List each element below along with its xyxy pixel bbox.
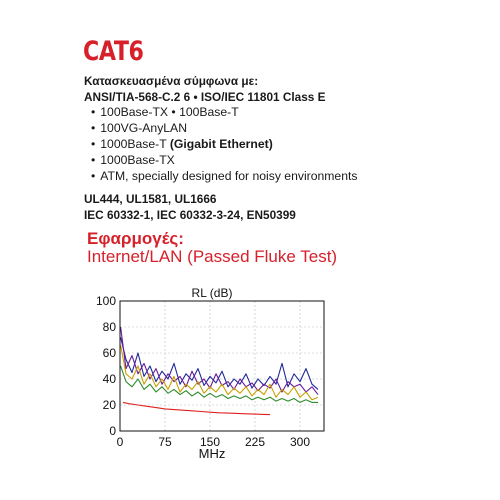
- feature-item: • 100Base-TX • 100Base-T: [91, 104, 357, 120]
- feature-list: [91, 104, 357, 184]
- y-tick-label: 60: [102, 346, 116, 360]
- compliance-heading: [84, 73, 326, 105]
- x-tick-label: 150: [199, 435, 221, 449]
- series-line: [123, 402, 270, 414]
- feature-item: • ATM, specially designed for noisy environments: [91, 168, 357, 184]
- x-axis-label: MHz: [198, 446, 226, 461]
- feature-highlight: (Gigabit Ethernet): [169, 137, 273, 151]
- applications-heading: Εφαρμογές:: [87, 229, 184, 248]
- y-tick-labels: [96, 294, 116, 438]
- feature-item: • 100VG-AnyLAN: [91, 120, 357, 136]
- feature-item: • 1000Base-TX: [91, 152, 357, 168]
- chart-title: RL (dB): [191, 286, 233, 300]
- x-tick-label: 300: [289, 435, 311, 449]
- y-tick-label: 0: [109, 424, 116, 438]
- feature-item: • 1000Base-T (Gigabit Ethernet): [91, 136, 357, 152]
- chart-grid: [120, 301, 324, 431]
- compliance-standards: ANSI/TIA-568-C.2 6 • ISO/IEC 11801 Class E: [84, 90, 326, 104]
- applications-text: Internet/LAN (Passed Fluke Test): [87, 247, 338, 266]
- safety-standards: [84, 191, 296, 223]
- x-tick-label: 0: [116, 435, 124, 449]
- series-line: [121, 345, 318, 400]
- y-tick-label: 80: [102, 320, 116, 334]
- compliance-intro: Κατασκευασμένα σύμφωνα με:: [84, 74, 259, 88]
- x-tick-label: 75: [158, 435, 172, 449]
- return-loss-chart: [0, 270, 500, 470]
- chart-series: [121, 327, 318, 415]
- plot-frame: [120, 301, 324, 431]
- y-tick-label: 100: [95, 294, 116, 308]
- y-tick-label: 20: [102, 398, 116, 412]
- iec-standards: IEC 60332-1, IEC 60332-3-24, EN50399: [84, 208, 296, 222]
- y-tick-label: 40: [102, 372, 116, 386]
- product-title: CAT6: [83, 36, 144, 67]
- ul-standards: UL444, UL1581, UL1666: [84, 192, 217, 206]
- series-line: [121, 366, 318, 402]
- x-tick-label: 225: [244, 435, 266, 449]
